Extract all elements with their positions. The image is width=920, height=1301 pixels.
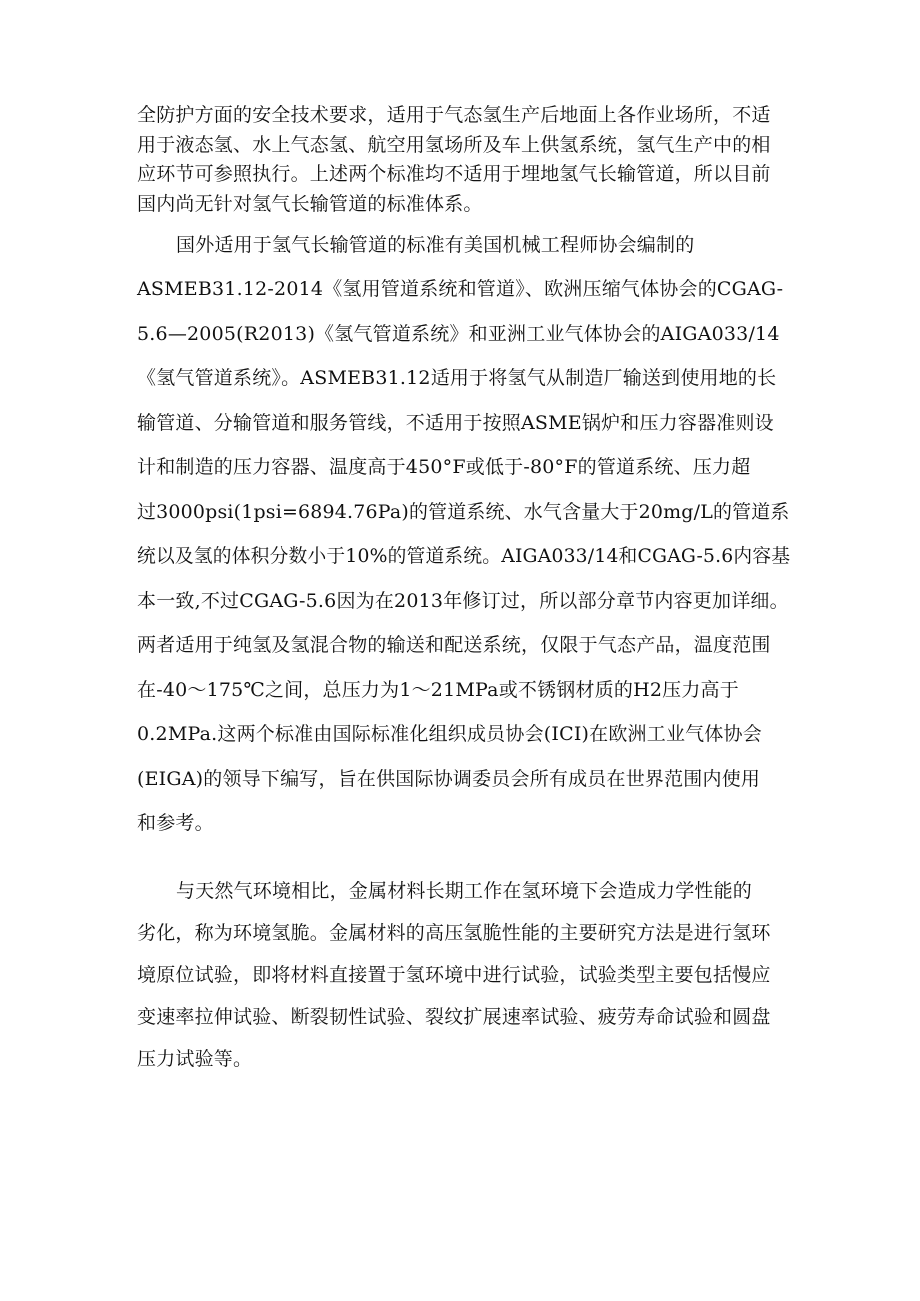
paragraph-1-line-1: 全防护方面的安全技术要求，适用于气态氢生产后地面上各作业场所，不适 [137,104,771,126]
paragraph-2-line-11: 在-40～175℃之间，总压力为1～21MPa或不锈钢材质的H2压力高于 [137,679,739,701]
paragraph-1-line-4: 国内尚无针对氢气长输管道的标准体系。 [137,193,483,215]
paragraph-2-line-2: ASMEB31.12-2014《氢用管道系统和管道》、欧洲压缩气体协会的CGAG- [137,278,784,300]
paragraph-1-line-2: 用于液态氢、水上气态氢、航空用氢场所及车上供氢系统，氢气生产中的相 [137,134,771,156]
paragraph-2-line-4: 《氢气管道系统》。ASMEB31.12适用于将氢气从制造厂输送到使用地的长 [137,367,777,389]
paragraph-2-line-14: 和参考。 [137,812,214,834]
paragraph-2-line-6: 计和制造的压力容器、温度高于450°F或低于-80°F的管道系统、压力超 [137,456,751,478]
paragraph-2-line-12: 0.2MPa.这两个标准由国际标准化组织成员协会(ICI)在欧洲工业气体协会 [137,723,762,745]
paragraph-1-line-3: 应环节可参照执行。上述两个标准均不适用于埋地氢气长输管道，所以目前 [137,163,771,185]
paragraph-3-line-1: 与天然气环境相比，金属材料长期工作在氢环境下会造成力学性能的 [176,880,753,902]
paragraph-2-line-8: 统以及氢的体积分数小于10%的管道系统。AIGA033/14和CGAG-5.6内容基 [137,545,791,567]
paragraph-2-line-1: 国外适用于氢气长输管道的标准有美国机械工程师协会编制的 [176,234,695,256]
paragraph-3-line-3: 境原位试验，即将材料直接置于氢环境中进行试验，试验类型主要包括慢应 [137,964,771,986]
paragraph-2-line-13: (EIGA)的领导下编写，旨在供国际协调委员会所有成员在世界范围内使用 [137,768,761,790]
paragraph-2-line-7: 过3000psi(1psi=6894.76Pa)的管道系统、水气含量大于20mg/L的管道系 [137,501,790,523]
paragraph-2-line-9: 本一致,不过CGAG-5.6因为在2013年修订过，所以部分章节内容更加详细。 [137,590,789,612]
paragraph-3-line-5: 压力试验等。 [137,1048,253,1070]
paragraph-2-line-5: 输管道、分输管道和服务管线，不适用于按照ASME锅炉和压力容器准则设 [137,412,774,434]
paragraph-2-line-3: 5.6—2005(R2013)《氢气管道系统》和亚洲工业气体协会的AIGA033/14 [137,323,780,345]
paragraph-2-line-10: 两者适用于纯氢及氢混合物的输送和配送系统，仅限于气态产品，温度范围 [137,634,771,656]
paragraph-3-line-4: 变速率拉伸试验、断裂韧性试验、裂纹扩展速率试验、疲劳寿命试验和圆盘 [137,1006,771,1028]
paragraph-3-line-2: 劣化，称为环境氢脆。金属材料的高压氢脆性能的主要研究方法是进行氢环 [137,922,771,944]
